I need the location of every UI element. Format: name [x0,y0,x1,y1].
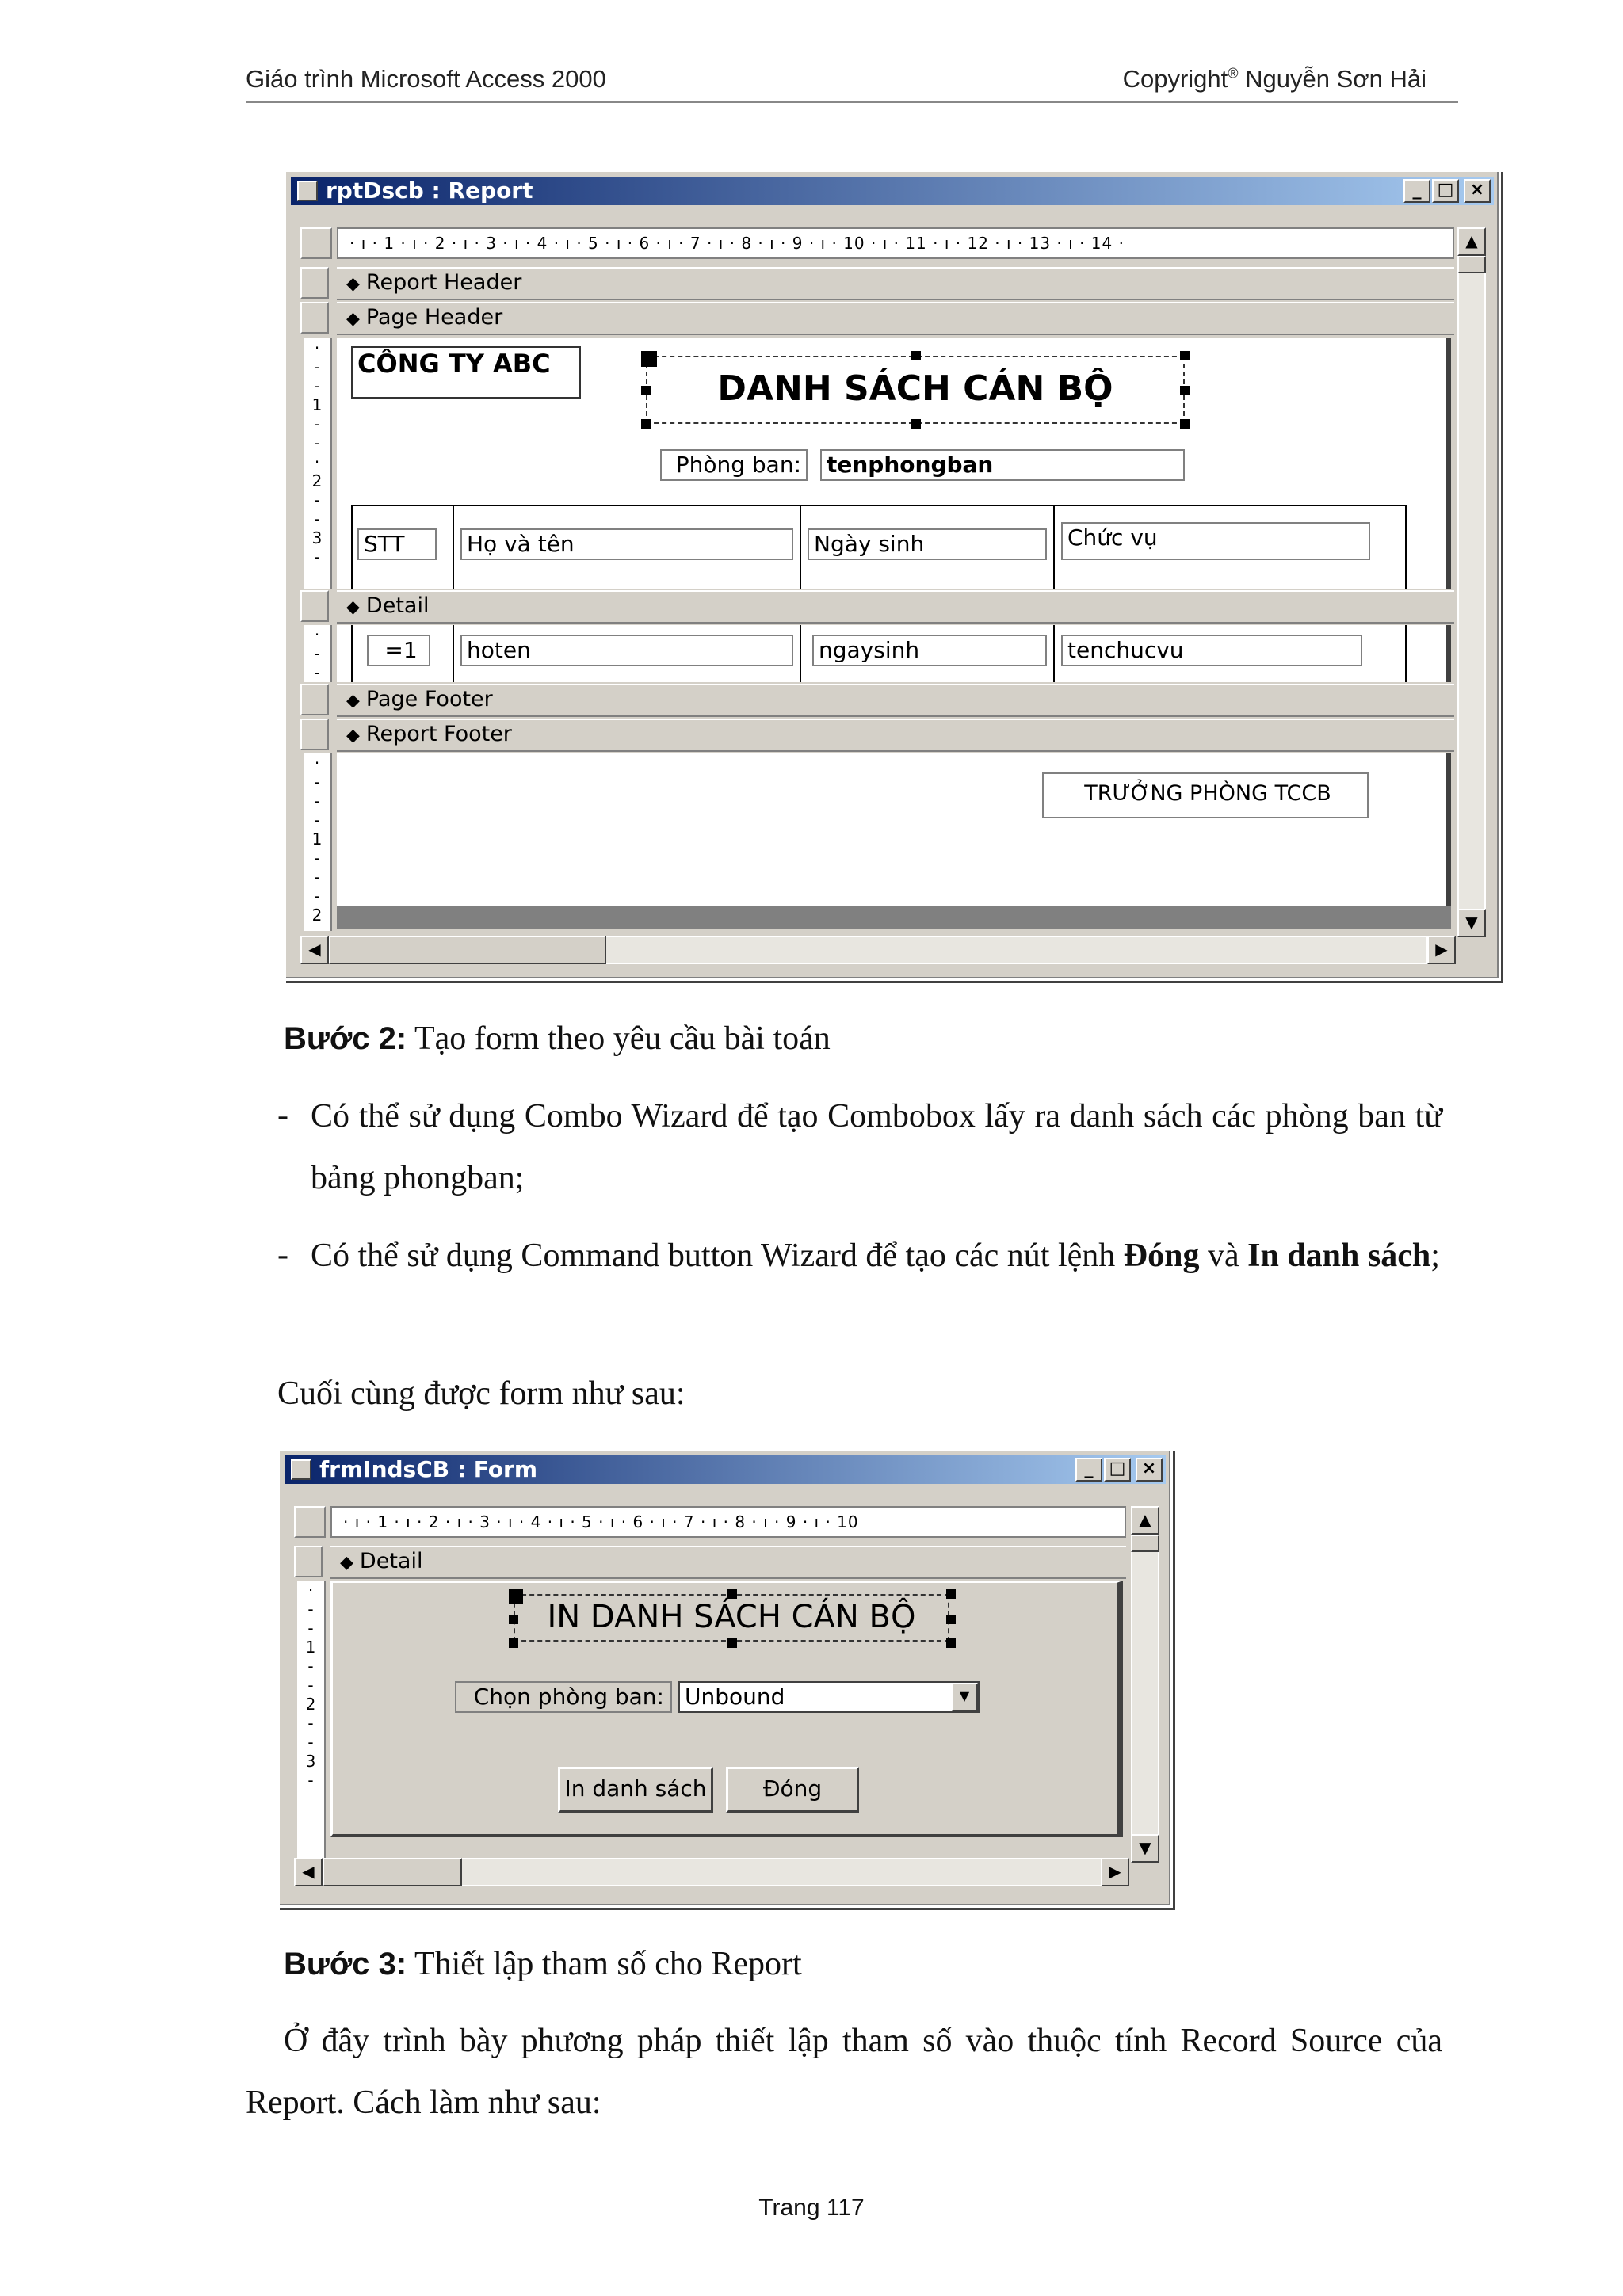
step3-paragraph: Bước 3: Thiết lập tham số cho Report [284,1946,802,1982]
form-ruler-corner [294,1506,326,1538]
page-header-selector[interactable] [300,302,329,334]
ruler-corner [300,227,332,259]
selection-handle-mr[interactable] [1180,386,1190,395]
bullet-dash-2: - [277,1237,288,1273]
form-window-title: frmIndsCB : Form [319,1456,538,1482]
selection-handle-tm[interactable] [911,351,921,360]
form-horizontal-scroll-thumb[interactable] [323,1858,462,1886]
col-line-3 [800,505,801,589]
report-footer-gray [337,906,1451,929]
form-horizontal-ruler: · ı · 1 · ı · 2 · ı · 3 · ı · 4 · ı · 5 · ı · 6 · ı · 7 · ı · 8 · ı · 9 · ı · 10 [330,1506,1126,1538]
scroll-left-button[interactable]: ◀ [300,936,329,964]
form-handle-tl[interactable] [509,1589,523,1604]
detail-col-line-1 [351,625,353,682]
report-icon [297,181,318,201]
detail-ngaysinh[interactable]: ngaysinh [812,635,1047,666]
vertical-ruler-footer: · - - - 1 - - - 2 [304,753,332,931]
form-design-window [277,1448,1173,1908]
report-footer-bar[interactable]: ◆ Report Footer [337,719,1454,752]
form-handle-ml[interactable] [509,1615,518,1624]
form-scroll-down-button[interactable]: ▼ [1131,1834,1159,1863]
form-detail-area[interactable] [330,1581,1123,1837]
form-close-button[interactable]: × [1136,1458,1163,1482]
report-title-bar [291,177,1494,205]
close-form-button[interactable]: Đóng [726,1767,859,1813]
bullet-1: Có thể sử dụng Combo Wizard để tạo Combobox lấy ra danh sách các phòng ban từ bảng phongban; [311,1098,1442,1196]
vertical-ruler-page-header: · - - 1 - - · 2 - - 3 - [304,338,332,589]
step2-paragraph: Bước 2: Tạo form theo yêu cầu bài toán [284,1020,831,1057]
col-line-2 [453,505,454,589]
detail-stt[interactable]: =1 [367,635,430,666]
detail-bar[interactable]: ◆ Detail [337,590,1454,624]
header-copyright: Copyright® Nguyễn Sơn Hải [1122,65,1426,93]
scroll-up-button[interactable]: ▲ [1457,227,1486,256]
report-title-label[interactable]: DANH SÁCH CÁN BỘ [717,368,1113,409]
col-line-4 [1053,505,1055,589]
dept-field[interactable]: tenphongban [820,449,1185,481]
dept-combobox[interactable]: Unbound [678,1681,980,1713]
selection-handle-ml[interactable] [641,386,651,395]
page-header [246,63,1458,103]
minimize-button[interactable]: _ [1403,179,1430,203]
bullet-2: Có thể sử dụng Command button Wizard để tạo các nút lệnh Đóng và In danh sách; [311,1238,1440,1274]
combo-label[interactable]: Chọn phòng ban: [455,1681,672,1713]
scroll-right-button[interactable]: ▶ [1427,936,1456,964]
form-handle-bl[interactable] [509,1638,518,1648]
form-title-bar [285,1455,1166,1484]
print-list-button[interactable]: In danh sách [558,1767,713,1813]
horizontal-scroll-thumb[interactable] [329,936,606,964]
form-handle-tr[interactable] [946,1589,956,1599]
form-title-label[interactable]: IN DANH SÁCH CÁN BỘ [547,1599,916,1635]
report-window-title: rptDscb : Report [326,177,533,204]
record-source-paragraph: Ở đây trình bày phương pháp thiết lập tham số vào thuộc tính Record Source của Report. Cách làm như sau: [246,2023,1442,2121]
selection-handle-br[interactable] [1180,419,1190,429]
form-handle-tm[interactable] [727,1589,737,1599]
dept-label[interactable]: Phòng ban: [660,449,808,481]
header-title: Giáo trình Microsoft Access 2000 [246,65,606,93]
form-scroll-right-button[interactable]: ▶ [1101,1858,1129,1886]
report-footer-area[interactable] [337,753,1451,906]
form-scroll-left-button[interactable]: ◀ [294,1858,323,1886]
detail-tenchucvu[interactable]: tenchucvu [1061,635,1362,666]
detail-col-line-5 [1405,625,1407,682]
company-label[interactable]: CÔNG TY ABC [351,346,581,399]
selection-handle-bm[interactable] [911,419,921,429]
final-form-intro: Cuối cùng được form như sau: [277,1375,685,1412]
report-header-selector[interactable] [300,267,329,299]
footer-signature-label[interactable]: TRƯỞNG PHÒNG TCCB [1042,772,1369,818]
form-scroll-up-button[interactable]: ▲ [1131,1506,1159,1535]
vertical-ruler-detail: · - - [304,625,332,682]
page-number: Trang 117 [758,2195,865,2221]
selection-handle-bl[interactable] [641,419,651,429]
report-header-bar[interactable]: ◆ Report Header [337,267,1454,300]
form-vertical-scrollbar[interactable] [1131,1535,1159,1844]
report-footer-selector[interactable] [300,719,329,750]
scroll-down-button[interactable]: ▼ [1457,909,1486,937]
detail-col-line-4 [1053,625,1055,682]
col-header-name[interactable]: Họ và tên [460,528,793,560]
form-vertical-scroll-thumb[interactable] [1131,1535,1159,1552]
vertical-scrollbar[interactable] [1457,256,1486,910]
selection-handle-tr[interactable] [1180,351,1190,360]
detail-area[interactable] [337,625,1451,682]
horizontal-ruler: · ı · 1 · ı · 2 · ı · 3 · ı · 4 · ı · 5 · ı · 6 · ı · 7 · ı · 8 · ı · 9 · ı · 10 · ı · 11 · ı · 12 · ı · 13 · ı · 14 · [337,227,1454,259]
col-header-dob[interactable]: Ngày sinh [808,528,1047,560]
col-line-5 [1405,505,1407,589]
detail-col-line-2 [453,625,454,682]
form-handle-mr[interactable] [946,1615,956,1624]
form-handle-bm[interactable] [727,1638,737,1648]
close-button[interactable]: × [1464,179,1491,203]
form-vertical-ruler: · - - 1 - - 2 - - 3 - [297,1581,326,1866]
selection-handle-tl[interactable] [641,351,657,367]
form-minimize-button[interactable]: _ [1075,1458,1102,1482]
page-header-area[interactable] [337,338,1451,589]
page-footer-selector[interactable] [300,684,329,715]
form-icon [291,1459,311,1480]
vertical-scroll-thumb[interactable] [1457,256,1486,273]
form-maximize-button[interactable]: □ [1104,1458,1131,1482]
detail-hoten[interactable]: hoten [460,635,793,666]
page-header-bar[interactable]: ◆ Page Header [337,302,1454,335]
page-footer-bar[interactable]: ◆ Page Footer [337,684,1454,717]
col-line-1 [351,505,353,589]
col-header-stt[interactable]: STT [357,528,437,560]
col-header-position[interactable]: Chức vụ [1061,522,1370,560]
form-handle-br[interactable] [946,1638,956,1648]
form-detail-bar[interactable]: ◆ Detail [330,1546,1126,1579]
bullet-dash-1: - [277,1097,288,1134]
table-top-line [351,505,1405,506]
detail-selector[interactable] [300,590,329,622]
report-design-window [284,170,1501,981]
form-detail-selector[interactable] [294,1546,323,1577]
maximize-button[interactable]: □ [1432,179,1459,203]
detail-col-line-3 [800,625,801,682]
combo-dropdown-button[interactable]: ▼ [951,1683,978,1711]
